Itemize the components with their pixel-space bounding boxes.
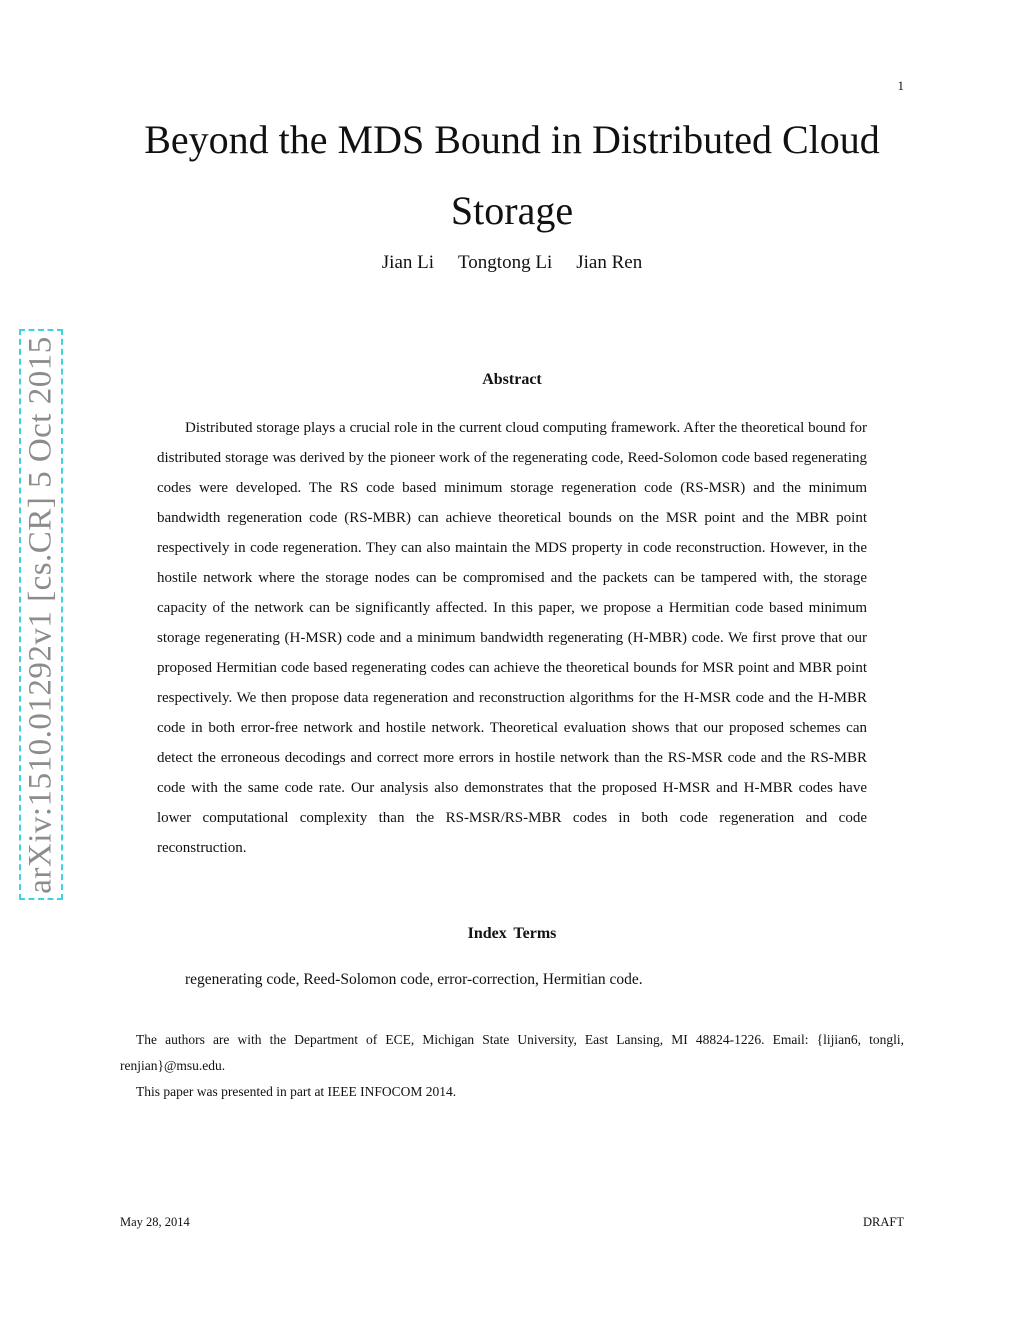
author-name: Jian Ren (576, 252, 643, 273)
footer-status: DRAFT (863, 1215, 904, 1229)
paper-title: Beyond the MDS Bound in Distributed Cloud Storage (144, 117, 880, 233)
footer-date: May 28, 2014 (120, 1215, 190, 1229)
arxiv-stamp: arXiv:1510.01292v1 [cs.CR] 5 Oct 2015 (22, 336, 59, 894)
author-list (0, 252, 1024, 274)
index-terms-body: regenerating code, Reed-Solomon code, error-correction, Hermitian code. (185, 971, 643, 988)
author-name: Jian Li (381, 252, 435, 273)
index-terms-heading: Index Terms (467, 925, 557, 942)
author-name: Tongtong Li (458, 252, 553, 273)
abstract-body: Distributed storage plays a crucial role in the current cloud computing framework. After the theoretical bound for distributed storage was derived by the pioneer work of the regenerating code, Reed-Solomon code based regenerating codes were developed. The RS code based minimum storage regeneration code (RS-MSR) and the minimum bandwidth regeneration code (RS-MBR) can achieve theoretical bounds on the MSR point and the MBR point respectively in code regeneration. They can also maintain the MDS property in code reconstruction. However, in the hostile network where the storage nodes can be compromised and the packets can be tampered with, the storage capacity of the network can be significantly affected. In this paper, we propose a Hermitian code based minimum storage regenerating (H-MSR) code and a minimum bandwidth regenerating (H-MBR) code. We first prove that our proposed Hermitian code based regenerating codes can achieve the theoretical bounds for MSR point and MBR point respectively. We then propose data regeneration and reconstruction algorithms for the H-MSR code and the H-MBR code in both error-free network and hostile network. Theoretical evaluation shows that our proposed schemes can detect the erroneous decodings and correct more errors in hostile network than the RS-MSR code and the RS-MBR code with the same code rate. Our analysis also demonstrates that the proposed H-MSR and H-MBR codes have lower computational complexity than the RS-MSR/RS-MBR codes in both code regeneration and code reconstruction. (157, 420, 867, 856)
footnote-presentation: This paper was presented in part at IEEE INFOCOM 2014. (136, 1084, 457, 1099)
abstract-heading: Abstract (482, 371, 542, 388)
page-number: 1 (897, 78, 904, 93)
footnote-affiliation: The authors are with the Department of ECE, Michigan State University, East Lansing, MI 48824-1226. Email: {lijian6, tongli, renjian}@msu.edu. (120, 1032, 904, 1073)
